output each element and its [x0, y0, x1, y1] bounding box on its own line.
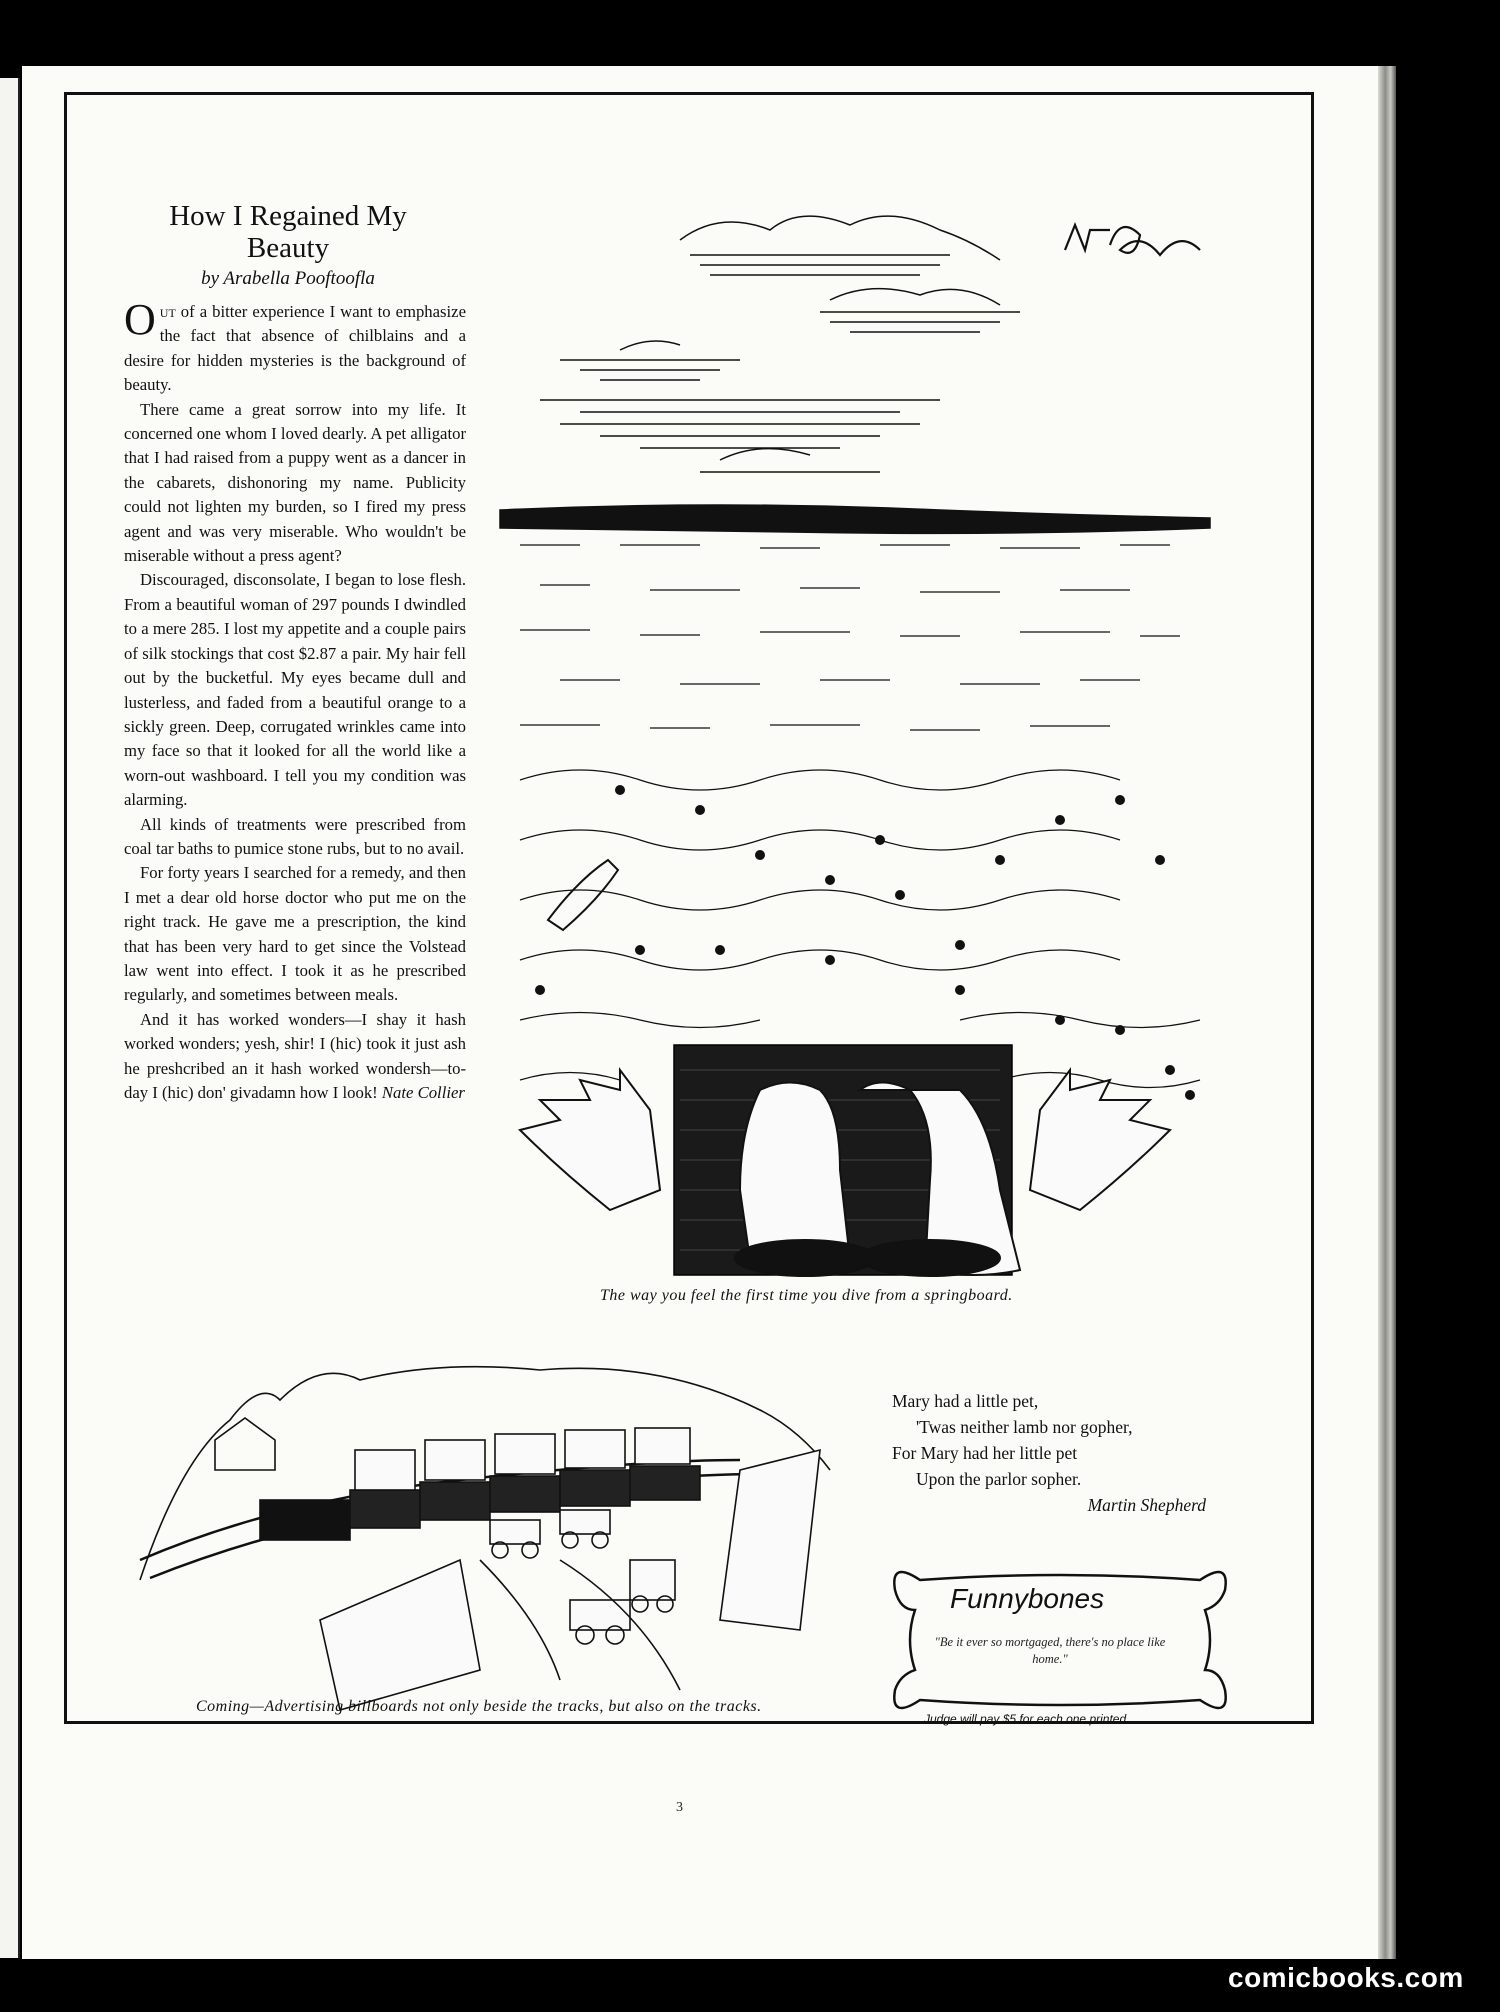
poem-line-1: Mary had a little pet, — [892, 1391, 1039, 1411]
funnybones-title: Funnybones — [950, 1583, 1105, 1614]
site-watermark: comicbooks.com — [1228, 1962, 1464, 1993]
poem — [892, 1388, 1212, 1518]
diving-cartoon — [500, 216, 1210, 1276]
sky-clouds — [540, 216, 1020, 472]
article-paragraph-5: For forty years I searched for a remedy, and then I met a dear old horse doctor who put me on the right track. He gave me a prescription, the kind that has been very hard to get since the Volstead law went into effect. I took it as he prescribed regularly, and sometimes between meals. — [124, 863, 466, 1005]
diving-cartoon-caption: The way you feel the first time you dive from a springboard. — [600, 1287, 1013, 1304]
article-paragraph-4: All kinds of treatments were prescribed from coal tar baths to pumice stone rubs, but to no avail. — [124, 814, 466, 858]
article-signature: Nate Collier — [381, 1083, 465, 1102]
paragraph-1-text: of a bitter experience I want to emphasize the fact that absence of chilblains and a desire for hidden mysteries is the background of beauty. — [124, 302, 466, 395]
poem-line-4: Upon the parlor sopher. — [916, 1469, 1082, 1489]
poem-line-3: For Mary had her little pet — [892, 1443, 1078, 1463]
artist-signature-scribble — [1065, 225, 1200, 255]
article-byline: by Arabella Pooftoofla — [201, 268, 375, 289]
article-title-line1: How I Regained My — [169, 200, 407, 232]
funnybones-quote: "Be it ever so mortgaged, there's no place like home." — [934, 1635, 1166, 1666]
big-billboard-left — [320, 1560, 480, 1710]
boat — [548, 860, 618, 930]
horizon-sea-band — [500, 505, 1210, 533]
first-word-rest: ut — [159, 302, 176, 321]
train-cartoon-caption: Coming—Advertising billboards not only beside the tracks, but also on the tracks. — [196, 1698, 762, 1715]
paragraph-6-text: And it has worked wonders—I shay it hash worked wonders; yesh, shir! I (hic) took it just ash he preshcribed an it hash worked wondersh—to-day I (hic) don' givadamn how I look! — [124, 1009, 466, 1102]
big-billboard-right — [720, 1450, 820, 1630]
poem-line-2: 'Twas neither lamb nor gopher, — [916, 1417, 1133, 1437]
drop-cap: O — [124, 295, 156, 344]
cars — [490, 1510, 675, 1644]
train-cartoon — [140, 1367, 830, 1710]
article-paragraph-3: Discouraged, disconsolate, I began to lose flesh. From a beautiful woman of 297 pounds I dwindled to a mere 285. I lost my appetite and a couple pairs of silk stockings that cost $2.87 a pair. My hair fell out by the bucketful. My eyes became dull and lusterless, and faded from a beautiful orange to a sickly green. Deep, corrugated wrinkles came into my face so that it looked for all the world like a worn-out washboard. I tell you my condition was alarming. — [124, 570, 466, 810]
article-title-line2: Beauty — [246, 232, 330, 264]
page-number: 3 — [676, 1800, 683, 1815]
water-ripples — [520, 545, 1200, 1088]
poem-author: Martin Shepherd — [1087, 1495, 1206, 1515]
article-paragraph-2: There came a great sorrow into my life. It concerned one whom I loved dearly. A pet alligator that I had raised from a puppy went as a dancer in the cabarets, dishonoring my name. Publicity could not lighten my burden, so I fired my press agent and was very miserable. Who wouldn't be miserable without a press agent? — [124, 399, 466, 566]
funnybones-note: Judge will pay $5 for each one printed — [924, 1712, 1127, 1726]
